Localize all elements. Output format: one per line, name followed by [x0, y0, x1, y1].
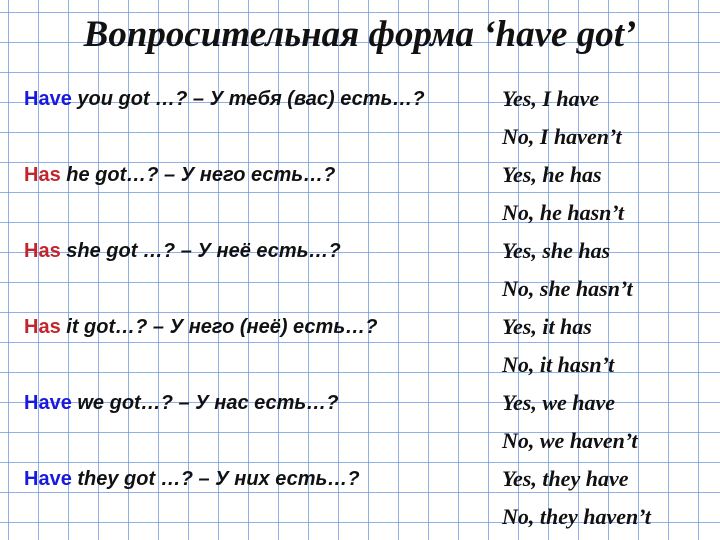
answer-row	[24, 194, 714, 232]
short-answer-yes: Yes, he has	[502, 162, 602, 187]
question	[24, 80, 502, 118]
short-answer-yes: Yes, they have	[502, 466, 629, 491]
auxiliary-verb: Have	[24, 392, 72, 414]
question-row	[24, 156, 714, 194]
auxiliary-verb: Has	[24, 164, 61, 186]
grammar-table	[24, 80, 714, 536]
question	[24, 232, 502, 270]
auxiliary-verb: Has	[24, 316, 61, 338]
auxiliary-verb: Has	[24, 240, 61, 262]
question-text: we got…? – У нас есть…?	[77, 392, 339, 414]
short-answer-no: No, he hasn’t	[502, 200, 625, 225]
short-answer-no: No, she hasn’t	[502, 276, 633, 301]
short-answer-yes: Yes, we have	[502, 390, 616, 415]
short-answer-no: No, we haven’t	[502, 428, 638, 453]
slide-title: Вопросительная форма ‘have got’	[83, 14, 637, 55]
question-row	[24, 80, 714, 118]
short-answer-no: No, they haven’t	[502, 504, 651, 529]
short-answer-yes: Yes, she has	[502, 238, 611, 263]
answer-row	[24, 270, 714, 308]
short-answer-yes: Yes, it has	[502, 314, 592, 339]
question-row	[24, 308, 714, 346]
question	[24, 384, 502, 422]
answer-row	[24, 118, 714, 156]
short-answer-no: No, it hasn’t	[502, 352, 615, 377]
auxiliary-verb: Have	[24, 88, 72, 110]
short-answer-yes: Yes, I have	[502, 86, 600, 111]
question-text: she got …? – У неё есть…?	[66, 240, 341, 262]
question	[24, 156, 502, 194]
auxiliary-verb: Have	[24, 468, 72, 490]
question-text: they got …? – У них есть…?	[77, 468, 360, 490]
answer-row	[24, 498, 714, 536]
question-row	[24, 460, 714, 498]
answer-row	[24, 422, 714, 460]
question-row	[24, 384, 714, 422]
short-answer-no: No, I haven’t	[502, 124, 622, 149]
question-text: he got…? – У него есть…?	[66, 164, 336, 186]
question	[24, 308, 502, 346]
answer-row	[24, 346, 714, 384]
question	[24, 460, 502, 498]
question-text: it got…? – У него (неё) есть…?	[66, 316, 378, 338]
question-text: you got …? – У тебя (вас) есть…?	[77, 88, 425, 110]
question-row	[24, 232, 714, 270]
